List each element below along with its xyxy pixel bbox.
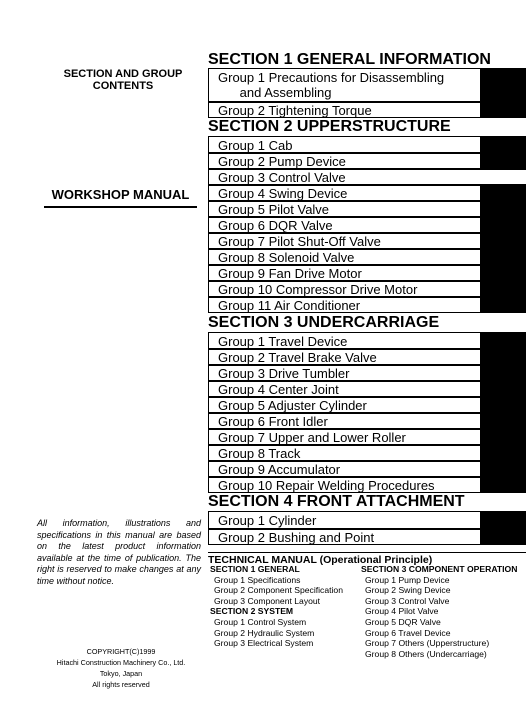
index-tab bbox=[480, 414, 526, 428]
section-2-group-3[interactable] bbox=[208, 169, 526, 185]
section-1-group-2[interactable] bbox=[208, 102, 526, 118]
section-4-group-2[interactable] bbox=[208, 529, 526, 545]
section-2-group-1[interactable] bbox=[208, 136, 526, 153]
section-3-group-5[interactable] bbox=[208, 397, 526, 413]
group-label: Group 1 Travel Device bbox=[218, 334, 348, 349]
tm-item: Group 5 DQR Valve bbox=[365, 616, 441, 627]
group-label: Group 3 Control Valve bbox=[218, 170, 346, 185]
index-tab bbox=[480, 103, 526, 117]
index-tab bbox=[480, 154, 526, 168]
section-3-group-2[interactable] bbox=[208, 349, 526, 365]
group-label: Group 1 Precautions for Disassembling and Assembling bbox=[218, 70, 445, 100]
index-tab bbox=[480, 186, 526, 200]
tm-item: Group 4 Pilot Valve bbox=[365, 606, 439, 617]
section-2-group-2[interactable] bbox=[208, 153, 526, 169]
index-tab bbox=[480, 282, 526, 296]
copyright-block bbox=[40, 646, 202, 690]
section-3-group-6[interactable] bbox=[208, 413, 526, 429]
index-tab bbox=[480, 266, 526, 280]
tm-item: Group 3 Control Valve bbox=[365, 595, 450, 606]
group-label: Group 11 Air Conditioner bbox=[218, 298, 361, 313]
tm-item: Group 1 Control System bbox=[214, 616, 307, 627]
group-label: Group 10 Compressor Drive Motor bbox=[218, 282, 418, 297]
group-label: Group 1 Cab bbox=[218, 138, 293, 153]
index-tab bbox=[480, 170, 526, 184]
group-label: Group 3 Drive Tumbler bbox=[218, 366, 350, 381]
group-label: Group 10 Repair Welding Procedures bbox=[218, 478, 435, 493]
section-3-group-10[interactable] bbox=[208, 477, 526, 493]
tm-item: Group 3 Component Layout bbox=[214, 595, 321, 606]
group-label: Group 2 Pump Device bbox=[218, 154, 346, 169]
tm-item: Group 7 Others (Upperstructure) bbox=[365, 638, 490, 649]
copyright-line: Tokyo, Japan bbox=[99, 669, 143, 678]
tm-item: Group 8 Others (Undercarriage) bbox=[365, 648, 487, 659]
index-tab bbox=[480, 382, 526, 396]
technical-manual-title: TECHNICAL MANUAL (Operational Principle) bbox=[208, 552, 526, 566]
group-label: Group 2 Travel Brake Valve bbox=[218, 350, 377, 365]
tm-section-heading: SECTION 2 SYSTEM bbox=[210, 606, 294, 617]
group-label: Group 8 Track bbox=[218, 446, 301, 461]
section-2-title: SECTION 2 UPPERSTRUCTURE bbox=[208, 118, 451, 135]
tm-section-heading: SECTION 3 COMPONENT OPERATION bbox=[361, 564, 518, 574]
workshop-manual-title: WORKSHOP MANUAL bbox=[44, 187, 197, 208]
index-tab bbox=[480, 350, 526, 364]
index-tab bbox=[480, 430, 526, 444]
index-tab bbox=[480, 398, 526, 412]
section-2-group-7[interactable] bbox=[208, 233, 526, 249]
index-tab bbox=[480, 218, 526, 232]
section-2-group-10[interactable] bbox=[208, 281, 526, 297]
technical-manual-right-column bbox=[361, 564, 517, 659]
group-label: Group 1 Cylinder bbox=[218, 513, 317, 528]
group-label: Group 9 Fan Drive Motor bbox=[218, 266, 362, 281]
index-tab bbox=[480, 69, 526, 101]
index-tab bbox=[480, 530, 526, 544]
section-2-group-11[interactable] bbox=[208, 297, 526, 313]
tm-item: Group 2 Hydraulic System bbox=[214, 627, 315, 638]
section-1-title: SECTION 1 GENERAL INFORMATION bbox=[208, 51, 491, 68]
index-tab bbox=[480, 202, 526, 216]
copyright-line: All rights reserved bbox=[92, 680, 150, 689]
tm-item: Group 1 Specifications bbox=[214, 574, 301, 585]
section-4-group-1[interactable] bbox=[208, 511, 526, 529]
section-3-group-7[interactable] bbox=[208, 429, 526, 445]
group-label: Group 6 Front Idler bbox=[218, 414, 328, 429]
index-tab bbox=[480, 137, 526, 152]
index-tab bbox=[480, 462, 526, 476]
publication-notice: All information, illustrations and specifications in this manual are based on the latest product information available at the time of publication. The right is reserved to make changes at any time without notice. bbox=[37, 518, 201, 586]
section-4-title: SECTION 4 FRONT ATTACHMENT bbox=[208, 493, 465, 510]
group-label: Group 5 Pilot Valve bbox=[218, 202, 330, 217]
section-2-group-4[interactable] bbox=[208, 185, 526, 201]
index-tab bbox=[480, 250, 526, 264]
index-tab bbox=[480, 478, 526, 492]
index-tab bbox=[480, 366, 526, 380]
group-label: Group 9 Accumulator bbox=[218, 462, 341, 477]
section-2-group-5[interactable] bbox=[208, 201, 526, 217]
section-3-title: SECTION 3 UNDERCARRIAGE bbox=[208, 314, 440, 331]
copyright-line: COPYRIGHT(C)1999 bbox=[86, 647, 156, 656]
group-label: Group 4 Swing Device bbox=[218, 186, 348, 201]
index-tab bbox=[480, 333, 526, 348]
tm-section-heading: SECTION 1 GENERAL bbox=[210, 564, 300, 574]
section-3-group-9[interactable] bbox=[208, 461, 526, 477]
section-group-contents-heading: SECTION AND GROUP CONTENTS bbox=[63, 68, 183, 92]
group-label: Group 5 Adjuster Cylinder bbox=[218, 398, 367, 413]
index-tab bbox=[480, 298, 526, 312]
section-3-group-1[interactable] bbox=[208, 332, 526, 349]
group-label: Group 2 Bushing and Point bbox=[218, 530, 375, 545]
group-label: Group 2 Tightening Torque bbox=[218, 103, 372, 118]
index-tab bbox=[480, 446, 526, 460]
group-label: Group 8 Solenoid Valve bbox=[218, 250, 355, 265]
index-tab bbox=[480, 234, 526, 248]
section-1-group-1[interactable] bbox=[208, 68, 526, 102]
group-label: Group 7 Pilot Shut-Off Valve bbox=[218, 234, 381, 249]
tm-item: Group 1 Pump Device bbox=[365, 574, 450, 585]
index-tab bbox=[480, 512, 526, 528]
tm-item: Group 2 Swing Device bbox=[365, 585, 451, 596]
section-2-group-6[interactable] bbox=[208, 217, 526, 233]
group-label: Group 6 DQR Valve bbox=[218, 218, 333, 233]
section-2-group-9[interactable] bbox=[208, 265, 526, 281]
tm-item: Group 6 Travel Device bbox=[365, 627, 451, 638]
section-2-group-8[interactable] bbox=[208, 249, 526, 265]
tm-item: Group 2 Component Specification bbox=[214, 585, 343, 596]
copyright-line: Hitachi Construction Machinery Co., Ltd. bbox=[56, 658, 186, 667]
tm-item: Group 3 Electrical System bbox=[214, 638, 314, 649]
section-3-group-8[interactable] bbox=[208, 445, 526, 461]
group-label: Group 4 Center Joint bbox=[218, 382, 339, 397]
group-label: Group 7 Upper and Lower Roller bbox=[218, 430, 406, 445]
section-3-group-3[interactable] bbox=[208, 365, 526, 381]
technical-manual-left-column bbox=[210, 564, 343, 649]
section-3-group-4[interactable] bbox=[208, 381, 526, 397]
